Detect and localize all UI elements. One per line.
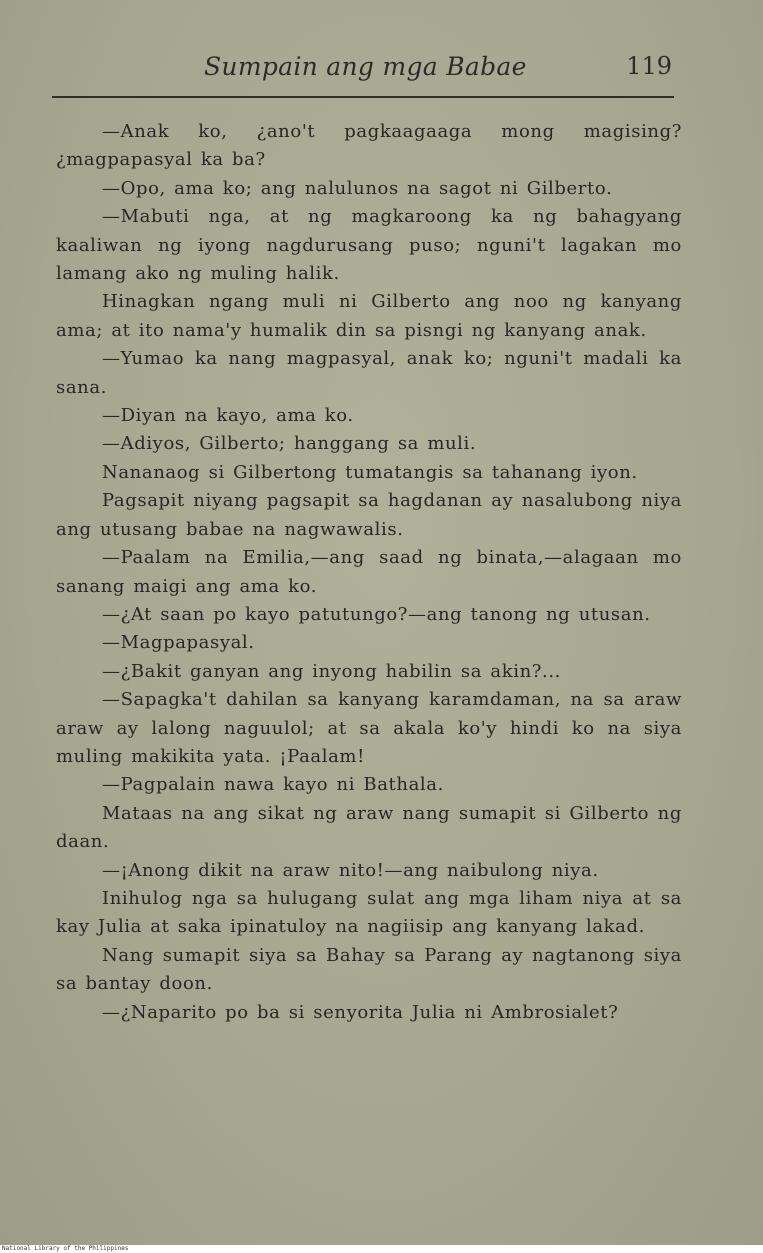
paragraph: —Pagpalain nawa kayo ni Bathala. [102,774,444,796]
page-number: 119 [626,52,672,80]
paragraph: —¿Bakit ganyan ang inyong habilin sa akin?... [102,660,561,682]
paragraph: —Anak ko, ¿ano't pagkaagaaga mong magising? ¿magpapasyal ka ba? [56,121,682,171]
paragraph: —Adiyos, Gilberto; hanggang sa muli. [102,433,477,455]
running-title: Sumpain ang mga Babae [204,52,527,81]
paragraph: Inihulog nga sa hulugang sulat ang mga liham niya at sa kay Julia at saka ipinatuloy na nagiisip ang kanyang lakad. [56,887,682,938]
paragraph: —¿Naparito po ba si senyorita Julia ni Ambrosialet? [102,1001,619,1023]
body-text [56,118,682,1027]
paragraph: Mataas na ang sikat ng araw nang sumapit si Gilberto ng daan. [56,802,682,853]
paragraph: —Yumao ka nang magpasyal, anak ko; nguni't madali ka sana. [56,348,682,398]
header-rule [52,96,674,98]
paragraph: —Paalam na Emilia,—ang saad ng binata,—alagaan mo sanang maigi ang ama ko. [56,547,682,597]
paragraph: Nang sumapit siya sa Bahay sa Parang ay nagtanong siya sa bantay doon. [56,944,682,995]
paragraph: —Opo, ama ko; ang nalulunos na sagot ni Gilberto. [102,177,613,199]
paragraph: —Magpapasyal. [102,632,255,654]
page-header [52,50,676,90]
library-credit: National Library of the Philippines [2,1245,129,1252]
paragraph: —¿At saan po kayo patutungo?—ang tanong ng utusan. [102,603,651,625]
paragraph: Nananaog si Gilbertong tumatangis sa tahanang iyon. [102,461,638,483]
paragraph: —¡Anong dikit na araw nito!—ang naibulong niya. [102,859,599,881]
paragraph: Hinagkan ngang muli ni Gilberto ang noo ng kanyang ama; at ito nama'y humalik din sa pisngi ng kanyang anak. [56,291,682,341]
paragraph: —Mabuti nga, at ng magkaroong ka ng bahagyang kaaliwan ng iyong nagdurusang puso; nguni't lagakan mo lamang ako ng muling halik. [56,206,682,285]
paragraph: —Diyan na kayo, ama ko. [102,405,354,427]
paragraph: —Sapagka't dahilan sa kanyang karamdaman, na sa araw araw ay lalong naguulol; at sa akala ko'y hindi ko na siya muling makikita yata. ¡Paalam! [56,689,682,767]
paragraph: Pagsapit niyang pagsapit sa hagdanan ay nasalubong niya ang utusang babae na nagwawalis. [56,490,682,540]
